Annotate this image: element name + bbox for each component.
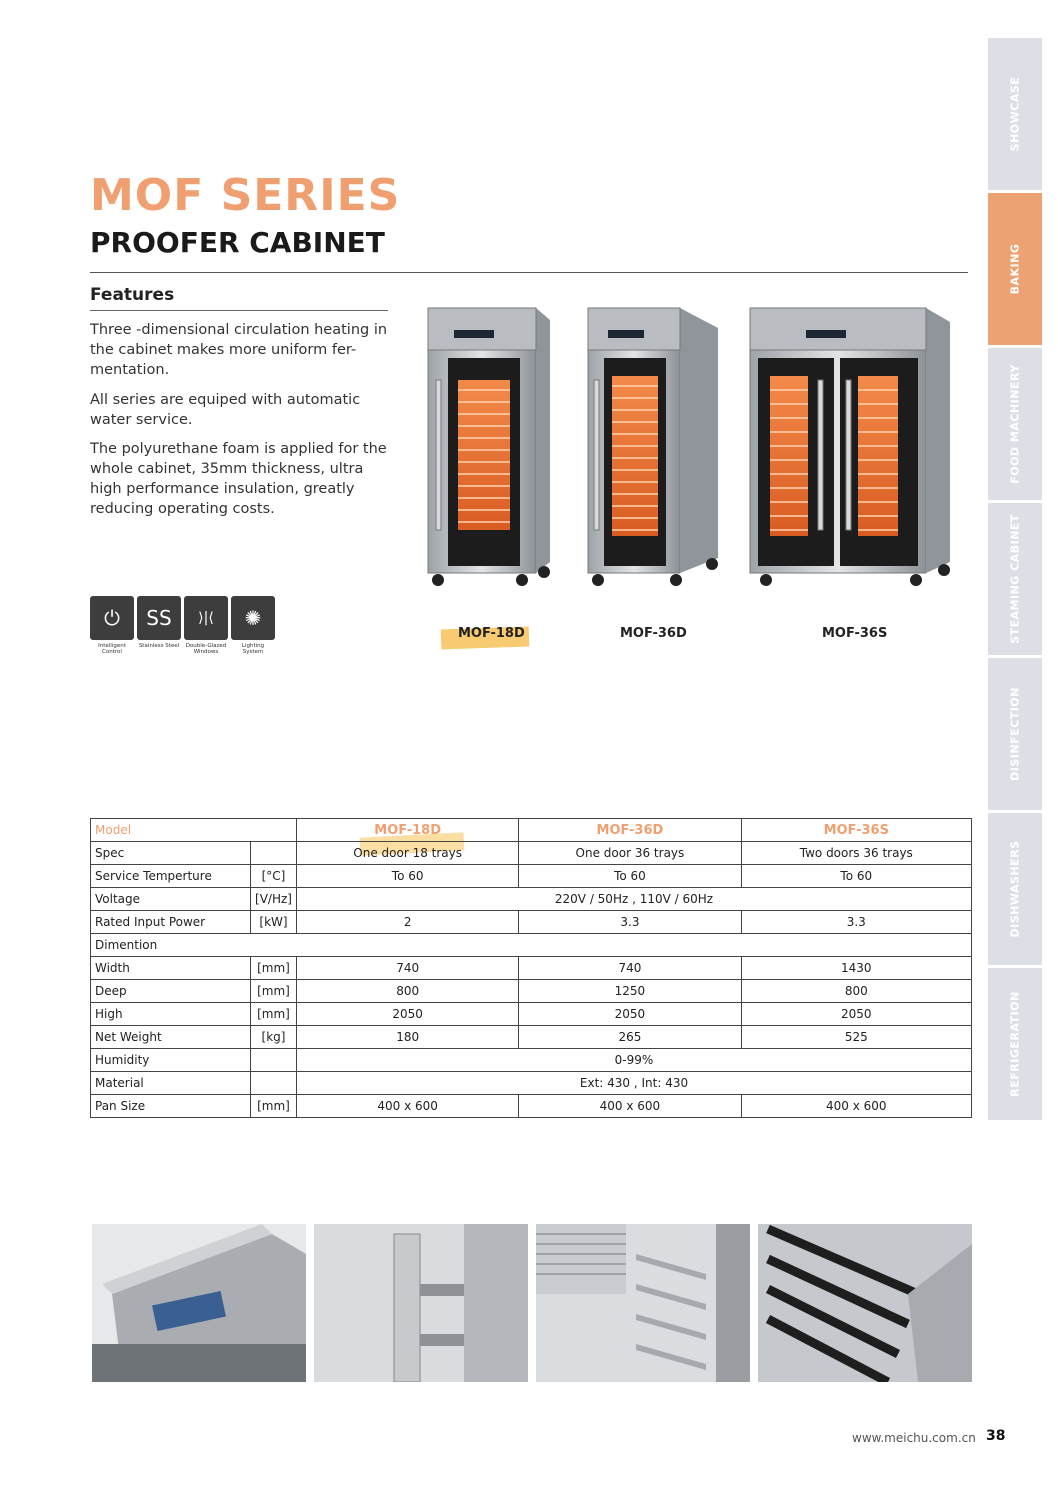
row-unit: [kW] [251,911,297,934]
product-title: PROOFER CABINET [90,226,385,259]
feature-icon-cell [231,596,275,655]
cell: To 60 [519,865,741,888]
side-tab-dishwashers[interactable] [988,813,1042,965]
power-icon: ⏻ [90,596,134,640]
table-row [91,980,972,1003]
row-label: Voltage [91,888,251,911]
row-unit [251,1072,297,1095]
model-caption: MOF-18D [458,626,525,641]
table-section-row [91,934,972,957]
feature-paragraph: The polyurethane foam is applied for the whole cabinet, 35mm thickness, ultra high performance insulation, greatly reducing operating costs. [90,441,387,517]
spec-table [90,818,972,1118]
feature-icon-cell [90,596,134,655]
page-number: 38 [986,1428,1006,1444]
model-column-header: MOF-36D [519,819,741,842]
row-unit: [V/Hz] [251,888,297,911]
feature-icon-cell [184,596,228,655]
shelves-photo [758,1224,972,1382]
table-row [91,1049,972,1072]
feature-icon-label: Lighting System [241,643,265,655]
detail-photos [92,1224,972,1382]
row-unit: [°C] [251,865,297,888]
feature-icon-label: Stainless Steel [138,643,180,649]
side-tab-label: SHOWCASE [1008,76,1022,152]
cell: 1250 [519,980,741,1003]
side-tab-refrigeration[interactable] [988,968,1042,1120]
cell: 400 x 600 [519,1095,741,1118]
cell: One door 18 trays [297,842,519,865]
cell: 525 [741,1026,971,1049]
feature-icon-label: Double-Glazed Windows [185,643,227,655]
cabinet-mof-36s-image [746,300,956,590]
table-row [91,957,972,980]
cell: One door 36 trays [519,842,741,865]
series-title: MOF SERIES [90,170,401,221]
model-caption: MOF-36S [822,626,888,641]
side-tab-showcase[interactable] [988,38,1042,190]
side-tab-label: DISHWASHERS [1008,840,1022,938]
table-row [91,1026,972,1049]
cell: To 60 [741,865,971,888]
merged-cell: 220V / 50Hz , 110V / 60Hz [297,888,972,911]
feature-paragraph: All series are equiped with automatic water service. [90,392,361,428]
cell: 3.3 [519,911,741,934]
row-unit: [kg] [251,1026,297,1049]
row-label: High [91,1003,251,1026]
features-heading: Features [90,285,175,305]
model-column-header: MOF-36S [741,819,971,842]
side-tab-baking[interactable] [988,193,1042,345]
side-tab-label: FOOD MACHINERY [1008,364,1022,484]
table-row [91,865,972,888]
row-label: Net Weight [91,1026,251,1049]
merged-cell: 0-99% [297,1049,972,1072]
cell: 2 [297,911,519,934]
features-divider [90,310,388,311]
side-tab-label: DISINFECTION [1008,687,1022,781]
cell: 180 [297,1026,519,1049]
row-label: Service Temperture [91,865,251,888]
control-panel-photo [92,1224,306,1382]
cell: 800 [741,980,971,1003]
model-header: Model [91,819,297,842]
cell: 2050 [741,1003,971,1026]
side-tab-disinfection[interactable] [988,658,1042,810]
stainless-steel-icon: SS [137,596,181,640]
merged-cell: Ext: 430 , Int: 430 [297,1072,972,1095]
row-label: Humidity [91,1049,251,1072]
cell: 2050 [519,1003,741,1026]
table-row [91,888,972,911]
cell: 400 x 600 [297,1095,519,1118]
cell: Two doors 36 trays [741,842,971,865]
side-tab-label: BAKING [1008,243,1022,295]
cell: 740 [297,957,519,980]
cell: To 60 [297,865,519,888]
table-row [91,1003,972,1026]
feature-paragraph: Three -dimensional circulation heating in the cabinet makes more uniform fer-mentation. [90,322,388,378]
feature-icon-label: Intelligent Control [98,643,126,655]
table-header-row [91,819,972,842]
cabinet-mof-18d-image [424,300,554,590]
footer-url[interactable]: www.meichu.com.cn [852,1431,976,1445]
cell: 2050 [297,1003,519,1026]
row-label: Deep [91,980,251,1003]
double-glazed-icon: ⟩|⟨ [184,596,228,640]
section-label: Dimention [91,934,972,957]
model-column-header: MOF-18D [297,819,519,842]
row-unit [251,842,297,865]
cell: 3.3 [741,911,971,934]
row-unit: [mm] [251,957,297,980]
light-icon: ✺ [231,596,275,640]
row-label: Width [91,957,251,980]
row-unit: [mm] [251,980,297,1003]
side-tab-steaming-cabinet[interactable] [988,503,1042,655]
row-label: Spec [91,842,251,865]
row-unit: [mm] [251,1003,297,1026]
tray-rack-photo [536,1224,750,1382]
side-tab-food-machinery[interactable] [988,348,1042,500]
category-side-tabs [988,38,1042,1123]
table-row [91,842,972,865]
feature-icons [90,596,275,655]
door-handle-photo [314,1224,528,1382]
row-label: Rated Input Power [91,911,251,934]
row-unit: [mm] [251,1095,297,1118]
table-row [91,911,972,934]
row-label: Material [91,1072,251,1095]
side-tab-label: STEAMING CABINET [1008,514,1022,644]
model-caption: MOF-36D [620,626,687,641]
cell: 400 x 600 [741,1095,971,1118]
cell: 1430 [741,957,971,980]
cabinet-mof-36d-image [584,300,724,590]
title-divider [90,272,968,273]
row-label: Pan Size [91,1095,251,1118]
cell: 265 [519,1026,741,1049]
cell: 800 [297,980,519,1003]
side-tab-label: REFRIGERATION [1008,991,1022,1097]
cell: 740 [519,957,741,980]
feature-icon-cell [137,596,181,655]
table-row [91,1095,972,1118]
row-unit [251,1049,297,1072]
table-row [91,1072,972,1095]
